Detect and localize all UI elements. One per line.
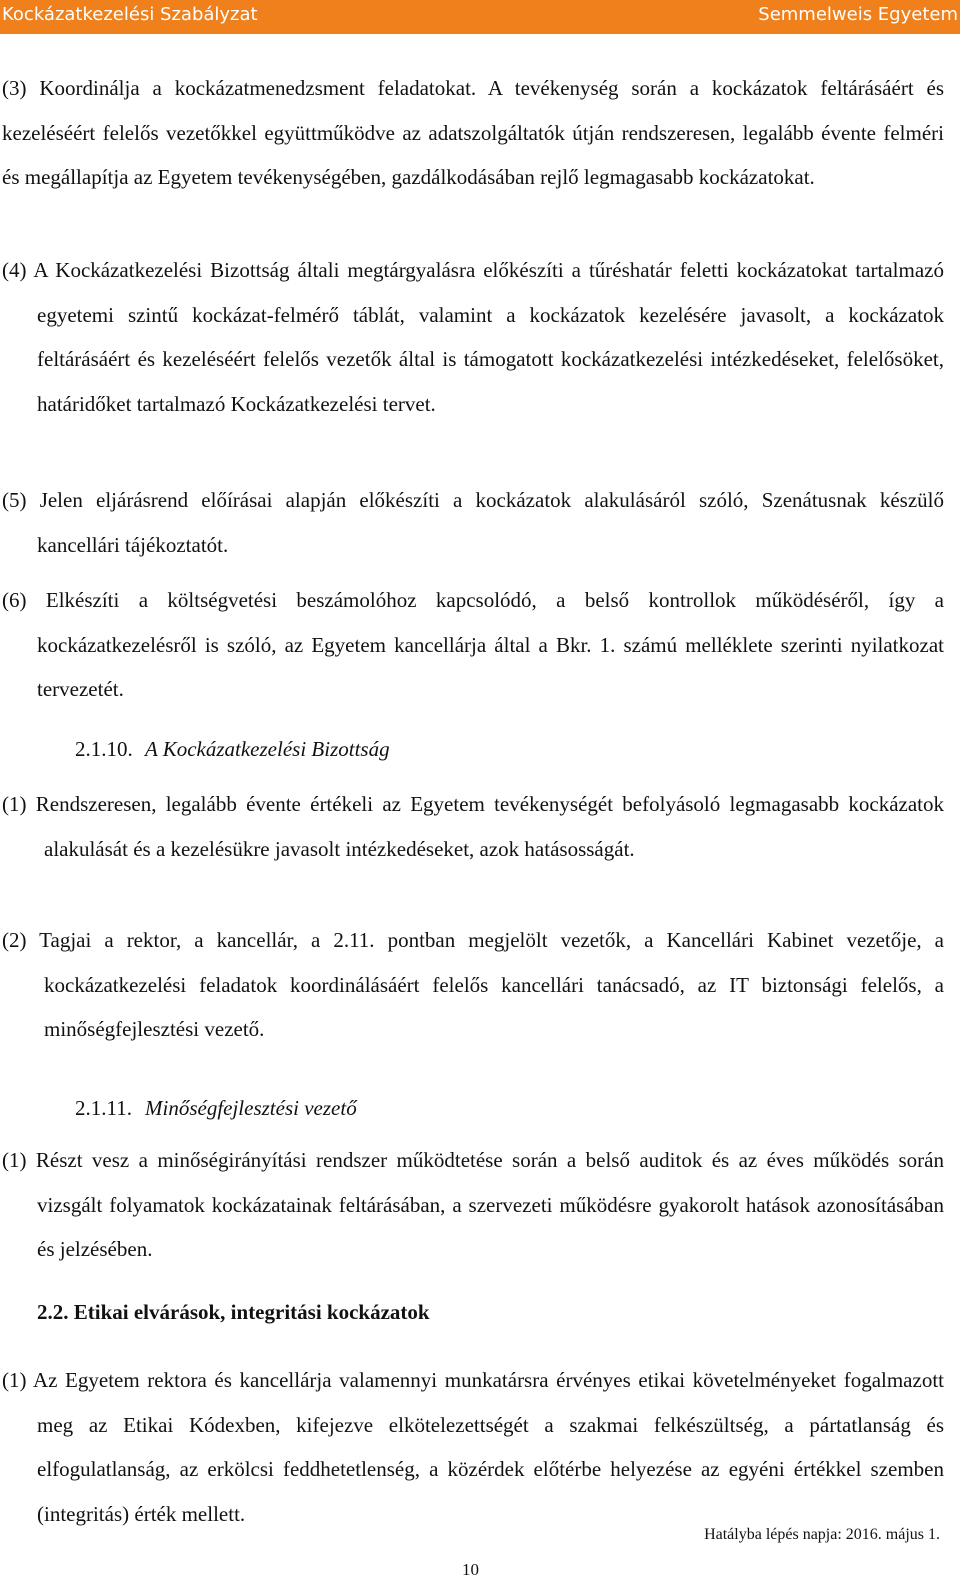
page-header [0,0,960,34]
bizottsag-item-2 [2,918,945,1052]
section-title: A Kockázatkezelési Bizottság [145,737,390,761]
section-title: Minőségfejlesztési vezető [145,1096,357,1120]
paragraph-text: Tagjai a rektor, a kancellár, a 2.11. pontban megjelölt vezetők, a Kancellári Kabinet vezetője, a kockázatkezelési feladatok koordinálásáért felelős kancellári tanácsadó, az IT biztonsági felelős, a minőségfejlesztési vezető. [39,928,945,1041]
section-title: Etikai elvárások, integritási kockázatok [73,1300,430,1324]
paragraph-number: (3) [2,76,27,100]
section-heading-2-1-11 [75,1093,357,1123]
paragraph-number: (6) [2,588,27,612]
minosegfejlesztesi-item-1 [2,1138,945,1272]
section-number: 2.1.10. [75,737,133,761]
header-document-title: Kockázatkezelési Szabályzat [2,4,258,25]
paragraph-number: (5) [2,488,27,512]
section-number: 2.2. [37,1300,69,1324]
paragraph-3 [2,66,944,200]
paragraph-text: Részt vesz a minőségirányítási rendszer működtetése során a belső auditok és az éves működés során vizsgált folyamatok kockázatainak feltárásában, a szervezeti működésre gyakorolt hatások azonosításában és jelzésében. [35,1148,945,1261]
section-heading-2-1-10 [75,734,390,764]
paragraph-number: (4) [2,258,27,282]
paragraph-text: Az Egyetem rektora és kancellárja valamennyi munkatársra érvényes etikai követelményeket fogalmazott meg az Etikai Kódexben, kifejezve elkötelezettségét a szakmai felkészültség, a pártatlanság és elfogulatlanság, az erkölcsi feddhetetlenség, a közérdek előtérbe helyezése az egyéni értékkel szemben (integritás) érték mellett. [32,1368,944,1526]
paragraph-5 [2,478,945,567]
header-institution: Semmelweis Egyetem [758,4,958,25]
paragraph-text: Koordinálja a kockázatmenedzsment feladatokat. A tevékenység során a kockázatok feltárásáért és kezeléséért felelős vezetőkkel együttműködve az adatszolgáltatók útján rendszeresen, legalább évente felméri és megállapítja az Egyetem tevékenységében, gazdálkodásában rejlő legmagasabb kockázatokat. [2,76,944,189]
section-number: 2.1.11. [75,1096,132,1120]
paragraph-number: (1) [2,792,27,816]
paragraph-text: Rendszeresen, legalább évente értékeli az Egyetem tevékenységét befolyásoló legmagasabb kockázatok alakulását és a kezelésükre javasolt intézkedéseket, azok hatásosságát. [35,792,945,861]
paragraph-4 [2,248,944,426]
bizottsag-item-1 [2,782,945,871]
effective-date: Hatályba lépés napja: 2016. május 1. [704,1526,940,1543]
etikai-item-1 [2,1358,944,1536]
paragraph-number: (1) [2,1368,27,1392]
paragraph-6 [2,578,945,712]
section-heading-2-2 [37,1297,430,1327]
paragraph-text: A Kockázatkezelési Bizottság általi megtárgyalásra előkészíti a tűréshatár feletti kockázatokat tartalmazó egyetemi szintű kockázat-felmérő táblát, valamint a kockázatok kezelésére javasolt, a kockázatok feltárásáért és kezeléséért felelős vezetők által is támogatott kockázatkezelési intézkedéseket, felelősöket, határidőket tartalmazó Kockázatkezelési tervet. [33,258,944,416]
paragraph-text: Elkészíti a költségvetési beszámolóhoz kapcsolódó, a belső kontrollok működéséről, így a kockázatkezelésről is szóló, az Egyetem kancellárja által a Bkr. 1. számú melléklete szerinti nyilatkozat tervezetét. [37,588,945,701]
paragraph-number: (1) [2,1148,27,1172]
paragraph-text: Jelen eljárásrend előírásai alapján előkészíti a kockázatok alakulásáról szóló, Szenátusnak készülő kancellári tájékoztatót. [37,488,945,557]
paragraph-number: (2) [2,928,27,952]
page-number: 10 [462,1560,479,1579]
